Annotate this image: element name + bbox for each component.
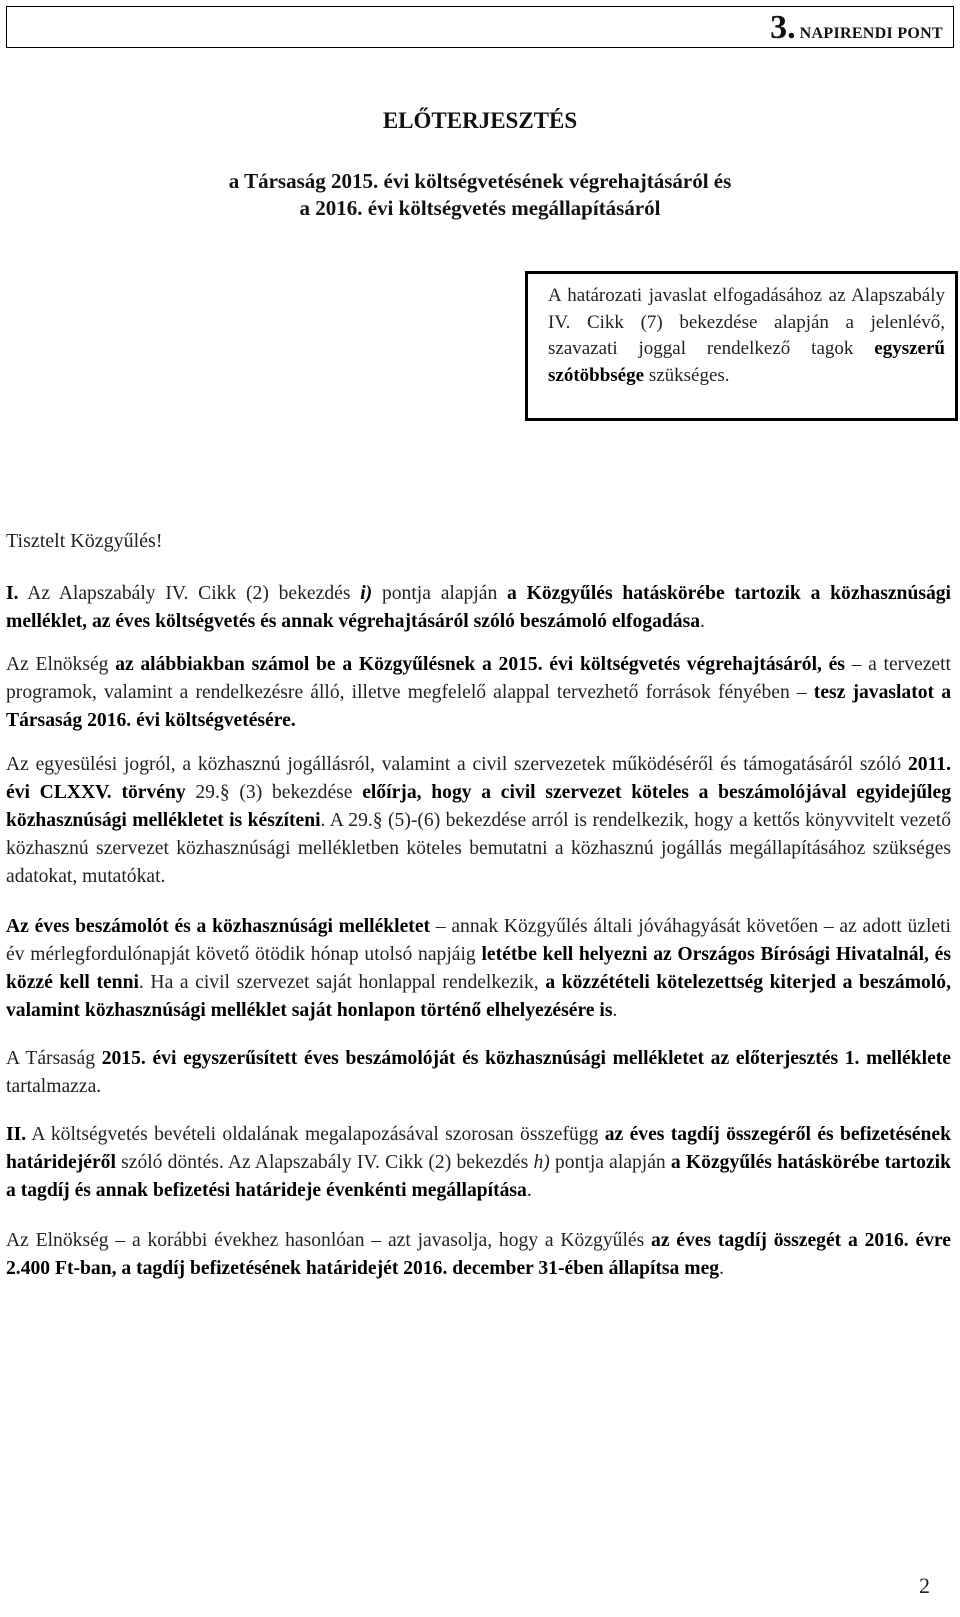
p3-bold-1: 2011. évi CLXXV. törvény: [6, 754, 951, 803]
document-body: [6, 580, 951, 1283]
p1-bold-2: a Közgyűlés hatáskörébe tartozik a közhasznúsági melléklet, az éves költségvetés és annak végrehajtásáról szóló beszámoló elfogadása: [6, 583, 951, 632]
p6-bold-3: a Közgyűlés hatáskörébe tartozik a tagdíj és annak befizetési határideje évenkénti megállapítása: [6, 1152, 952, 1201]
p6-bold-2: az éves tagdíj összegéről és befizetésének határidejéről: [6, 1124, 951, 1173]
p5-text-1: A Társaság: [6, 1048, 102, 1069]
p4-bold-2: letétbe kell helyezni az Országos Bírósági Hivatalnál, és közzé kell tenni: [6, 944, 951, 993]
agenda-label: NAPIRENDI PONT: [799, 25, 943, 42]
p6-text-4: .: [526, 1180, 532, 1201]
p6-text-3: pontja alapján: [549, 1152, 671, 1173]
document-subtitle: [0, 168, 960, 222]
p2-text-2: – a tervezett programok, valamint a rendelkezésre álló, illetve megfelelő alappal tervezhető források fényében –: [6, 654, 951, 703]
p4-bold-1: Az éves beszámolót és a közhasznúsági mellékletet: [6, 916, 431, 937]
p7-text-1: Az Elnökség – a korábbi évekhez hasonlóan – azt javasolja, hogy a Közgyűlés: [6, 1230, 652, 1251]
p7-text-2: .: [719, 1258, 724, 1279]
p4-text-3: .: [612, 1000, 618, 1021]
paragraph-3: [6, 751, 951, 891]
p5-bold-1: 2015. évi egyszerűsített éves beszámolóját és közhasznúsági mellékletet az előterjesztés 1. melléklete: [101, 1048, 951, 1069]
paragraph-1: [6, 580, 951, 636]
paragraph-5: [6, 1045, 951, 1101]
p1-text-3: .: [700, 611, 705, 632]
p7-bold-1: az éves tagdíj összegét a 2016. évre 2.400 Ft-ban, a tagdíj befizetésének határidejét 2016. december 31-ében állapítsa meg: [6, 1230, 951, 1279]
paragraph-7: [6, 1227, 951, 1283]
p4-text-1: – annak Közgyűlés általi jóváhagyását követően – az adott üzleti év mérlegfordulónapját követő ötödik hónap utolsó napjáig: [6, 916, 951, 965]
p3-text-1: Az egyesülési jogról, a közhasznú jogállásról, valamint a civil szervezetek működéséről és támogatásáról szóló: [6, 754, 908, 775]
subtitle-line-2: a 2016. évi költségvetés megállapításáról: [299, 196, 661, 220]
p6-text-2: szóló döntés. Az Alapszabály IV. Cikk (2) bekezdés: [115, 1152, 534, 1173]
p3-text-2: 29.§ (3) bekezdése: [185, 782, 363, 803]
p1-text-1: Az Alapszabály IV. Cikk (2) bekezdés: [18, 583, 361, 604]
paragraph-4: [6, 913, 951, 1025]
page-number: 2: [919, 1573, 930, 1598]
agenda-header: [770, 9, 943, 47]
p2-bold-2: tesz javaslatot a Társaság 2016. évi költségvetésére: [6, 682, 951, 731]
agenda-number: 3.: [770, 9, 796, 46]
salutation: Tisztelt Közgyűlés!: [6, 530, 163, 552]
paragraph-2: [6, 651, 951, 735]
note-text-1: A határozati javaslat elfogadásához az Alapszabály IV. Cikk (7) bekezdése alapján a jelenlévő, szavazati joggal rendelkező tagok: [548, 285, 945, 359]
p2-bold-1: az alábbiakban számol be a Közgyűlésnek a 2015. évi költségvetés végrehajtásáról, és: [115, 654, 845, 675]
note-text-2: szükséges.: [644, 364, 730, 386]
p3-text-3: . A 29.§ (5)-(6) bekezdése arról is rendelkezik, hogy a kettős könyvvitelt vezető közhasznú szervezet közhasznúsági mellékletben köteles bemutatni a közhasznú jogállás megállapításához szükséges adatokat, mutatókat.: [6, 810, 951, 887]
p2-text-3: .: [290, 710, 296, 731]
p4-bold-3: a közzétételi kötelezettség kiterjed a beszámoló, valamint közhasznúsági melléklet saját honlapon történő elhelyezésére is: [6, 972, 951, 1021]
p6-italic-1: h): [533, 1152, 550, 1173]
p1-text-2: pontja alapján: [372, 583, 508, 604]
paragraph-6: [6, 1121, 951, 1205]
p6-bold-1: II.: [6, 1124, 27, 1145]
p2-text-1: Az Elnökség: [6, 654, 116, 675]
agenda-header-box: [6, 6, 954, 48]
resolution-note-box: [525, 271, 958, 421]
document-title: ELŐTERJESZTÉS: [382, 108, 578, 133]
p5-text-2: tartalmazza.: [6, 1076, 102, 1097]
p3-bold-2: előírja, hogy a civil szervezet köteles a beszámolójával egyidejűleg közhasznúsági mellékletet is készíteni: [6, 782, 951, 831]
p1-bold-1: I.: [6, 583, 19, 604]
subtitle-line-1: a Társaság 2015. évi költségvetésének végrehajtásáról és: [228, 169, 732, 193]
p4-text-2: . Ha a civil szervezet saját honlappal rendelkezik,: [138, 972, 546, 993]
p1-italic-1: i): [360, 583, 373, 604]
note-bold-1: egyszerű szótöbbsége: [548, 338, 945, 386]
p6-text-1: A költségvetés bevételi oldalának megalapozásával szorosan összefügg: [26, 1124, 605, 1145]
